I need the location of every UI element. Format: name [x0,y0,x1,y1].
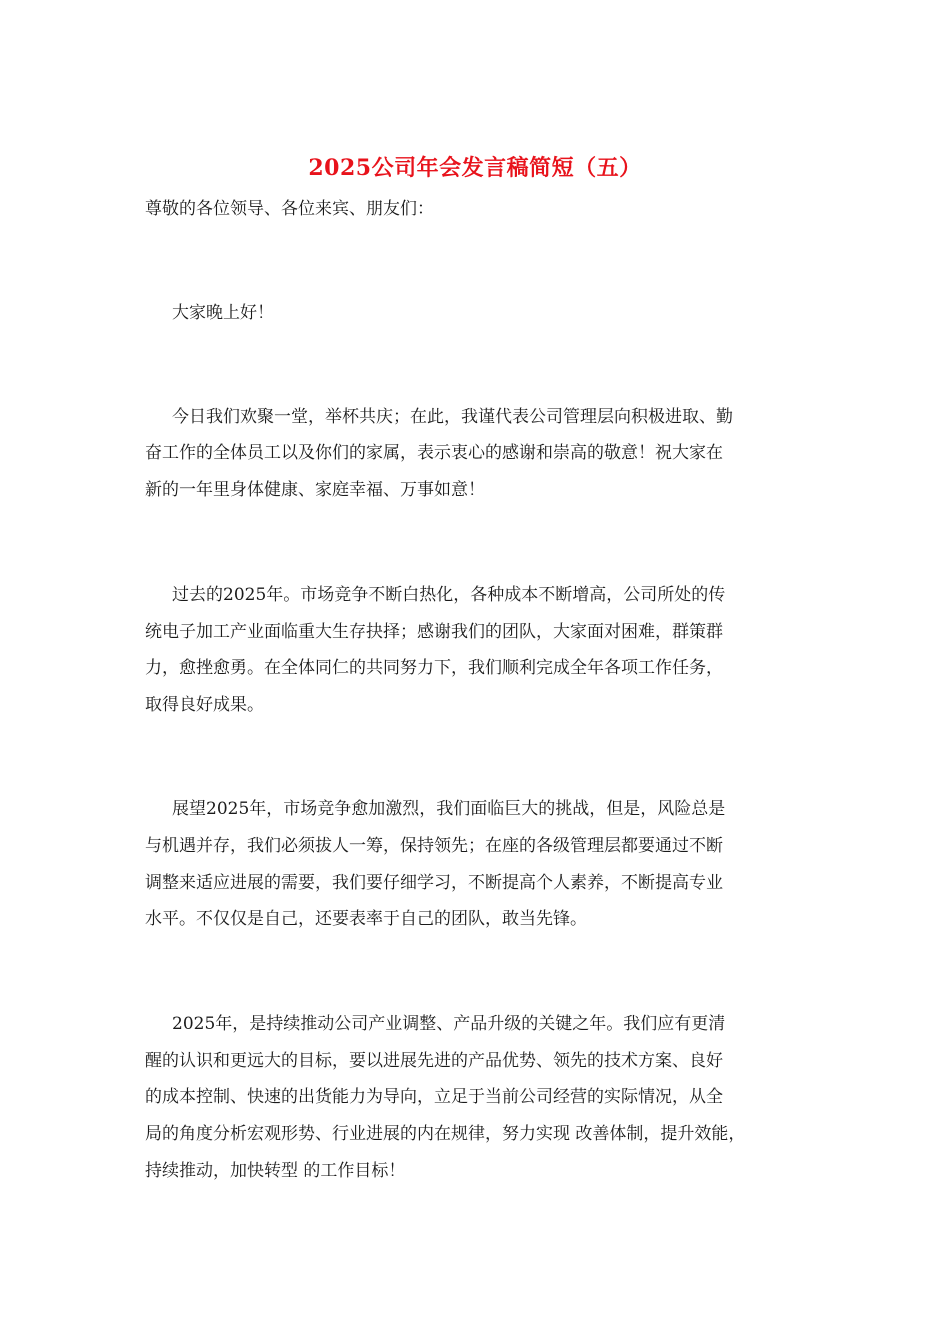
paragraph-2-line-2: 统电子加工产业面临重大生存抉择；感谢我们的团队，大家面对困难，群策群 [145,622,723,642]
paragraph-2-line-3: 力，愈挫愈勇。在全体同仁的共同努力下，我们顺利完成全年各项工作任务， [145,658,723,678]
paragraph-3-line-3: 调整来适应进展的需要，我们要仔细学习，不断提高个人素养，不断提高专业 [145,873,723,893]
paragraph-3-line-2: 与机遇并存，我们必须拔人一筹，保持领先；在座的各级管理层都要通过不断 [145,836,723,856]
paragraph-2-line-4: 取得良好成果。 [145,695,264,715]
document-title: 2025公司年会发言稿简短（五） [308,155,642,181]
paragraph-1-line-1: 今日我们欢聚一堂，举杯共庆；在此，我谨代表公司管理层向积极进取、勤 [172,407,733,427]
paragraph-4-line-2: 醒的认识和更远大的目标，要以进展先进的产品优势、领先的技术方案、良好 [145,1051,723,1071]
paragraph-4-line-3: 的成本控制、快速的出货能力为导向，立足于当前公司经营的实际情况，从全 [145,1087,723,1107]
paragraph-3-line-4: 水平。不仅仅是自己，还要表率于自己的团队，敢当先锋。 [145,909,587,929]
paragraph-4-line-5: 持续推动，加快转型 的工作目标！ [145,1161,406,1181]
paragraph-1-line-2: 奋工作的全体员工以及你们的家属，表示衷心的感谢和崇高的敬意！祝大家在 [145,443,723,463]
paragraph-1-line-3: 新的一年里身体健康、家庭幸福、万事如意！ [145,480,485,500]
paragraph-2-line-1: 过去的2025年。市场竞争不断白热化，各种成本不断增高，公司所处的传 [172,585,726,605]
paragraph-3-line-1: 展望2025年，市场竞争愈加激烈，我们面临巨大的挑战，但是，风险总是 [172,799,726,819]
greeting: 大家晚上好！ [172,303,274,323]
salutation: 尊敬的各位领导、各位来宾、朋友们： [145,199,434,219]
paragraph-4-line-4: 局的角度分析宏观形势、行业进展的内在规律，努力实现 改善体制，提升效能， [145,1124,746,1144]
paragraph-4-line-1: 2025年，是持续推动公司产业调整、产品升级的关键之年。我们应有更清 [172,1014,726,1034]
